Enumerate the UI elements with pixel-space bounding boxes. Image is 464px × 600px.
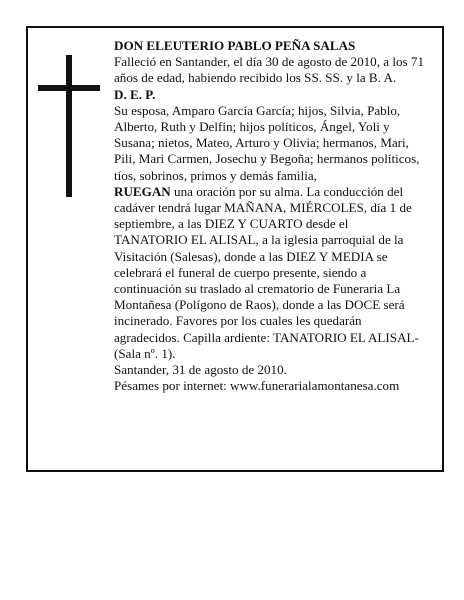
deceased-name: DON ELEUTERIO PABLO PEÑA SALAS — [114, 38, 356, 53]
cross-icon — [66, 55, 72, 197]
condolences-line: Pésames por internet: www.funerarialamontanesa.com — [114, 378, 400, 394]
family-list: Su esposa, Amparo García García; hijos, Silvia, Pablo, Alberto, Ruth y Delfín; hijos políticos, Ángel, Yoli y Susana; nietos, Mateo, Arturo y Olivia; hermanos, Mari, Pili, Mari Carmen, Josechu y Begoña; hermanos políticos, tíos, sobrinos, primos y demás familia, — [114, 102, 420, 183]
obituary-text — [114, 38, 424, 394]
death-statement: Falleció en Santander, el día 30 de agosto de 2010, a los 71 años de edad, habiendo recibido los SS. SS. y la B. A. — [114, 54, 425, 86]
request-text: una oración por su alma. La conducción del cadáver tendrá lugar MAÑANA, MIÉRCOLES, día 1 de septiembre, a las DIEZ Y CUARTO desde el TANATORIO EL ALISAL, a la iglesia parroquial de la Visitación (Salesas), donde a las DIEZ Y MEDIA se celebrará el funeral de cuerpo presente, siendo a continuación su traslado al crematorio de Funeraria La Montañesa (Polígono de Raos), donde a las DOCE será incinerado. Favores por los cuales les quedarán agradecidos. Capilla ardiente: TANATORIO EL ALISAL-(Sala nº. 1). — [114, 183, 419, 361]
place-date: Santander, 31 de agosto de 2010. — [114, 362, 287, 378]
dep-heading: D. E. P. — [114, 86, 156, 102]
request-paragraph — [114, 184, 424, 362]
cross-icon-bar — [38, 85, 100, 91]
ruegan-label: RUEGAN — [114, 183, 171, 199]
